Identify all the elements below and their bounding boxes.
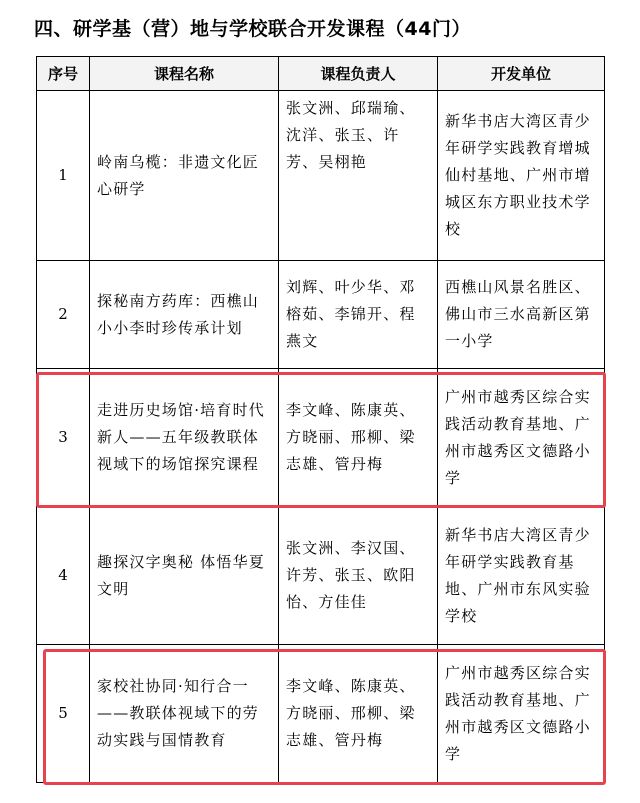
table-row [37,261,605,369]
course-name: 走进历史场馆·培育时代新人——五年级教联体视域下的场馆探究课程 [90,369,279,507]
course-lead: 张文洲、李汉国、许芳、张玉、欧阳怡、方佳佳 [279,507,438,645]
dev-unit: 西樵山风景名胜区、佛山市三水高新区第一小学 [438,261,605,369]
header-course-name: 课程名称 [90,57,279,91]
header-number: 序号 [37,57,90,91]
section-heading: 四、研学基（营）地与学校联合开发课程（44门） [34,18,471,40]
course-name: 趣探汉字奥秘 体悟华夏文明 [90,507,279,645]
row-number: 1 [37,91,90,261]
table-header-row [37,57,605,91]
dev-unit: 新华书店大湾区青少年研学实践教育增城仙村基地、广州市增城区东方职业技术学校 [438,91,605,261]
table-row [37,369,605,507]
row-number: 3 [37,369,90,507]
course-lead: 李文峰、陈康英、方晓丽、邢柳、梁志雄、管丹梅 [279,645,438,783]
dev-unit: 广州市越秀区综合实践活动教育基地、广州市越秀区文德路小学 [438,369,605,507]
course-table [36,56,605,783]
row-number: 4 [37,507,90,645]
header-dev-unit: 开发单位 [438,57,605,91]
course-lead: 刘辉、叶少华、邓榕茹、李锦开、程燕文 [279,261,438,369]
course-name: 探秘南方药库：西樵山小小李时珍传承计划 [90,261,279,369]
dev-unit: 新华书店大湾区青少年研学实践教育基地、广州市东风实验学校 [438,507,605,645]
course-name: 家校社协同·知行合一——教联体视域下的劳动实践与国情教育 [90,645,279,783]
row-number: 5 [37,645,90,783]
row-number: 2 [37,261,90,369]
table-row [37,507,605,645]
table-row [37,645,605,783]
course-name: 岭南乌榄：非遗文化匠心研学 [90,91,279,261]
header-course-lead: 课程负责人 [279,57,438,91]
dev-unit: 广州市越秀区综合实践活动教育基地、广州市越秀区文德路小学 [438,645,605,783]
course-lead: 李文峰、陈康英、方晓丽、邢柳、梁志雄、管丹梅 [279,369,438,507]
course-lead: 张文洲、邱瑞瑜、沈洋、张玉、许芳、吴栩艳 [279,91,438,261]
table-row [37,91,605,261]
